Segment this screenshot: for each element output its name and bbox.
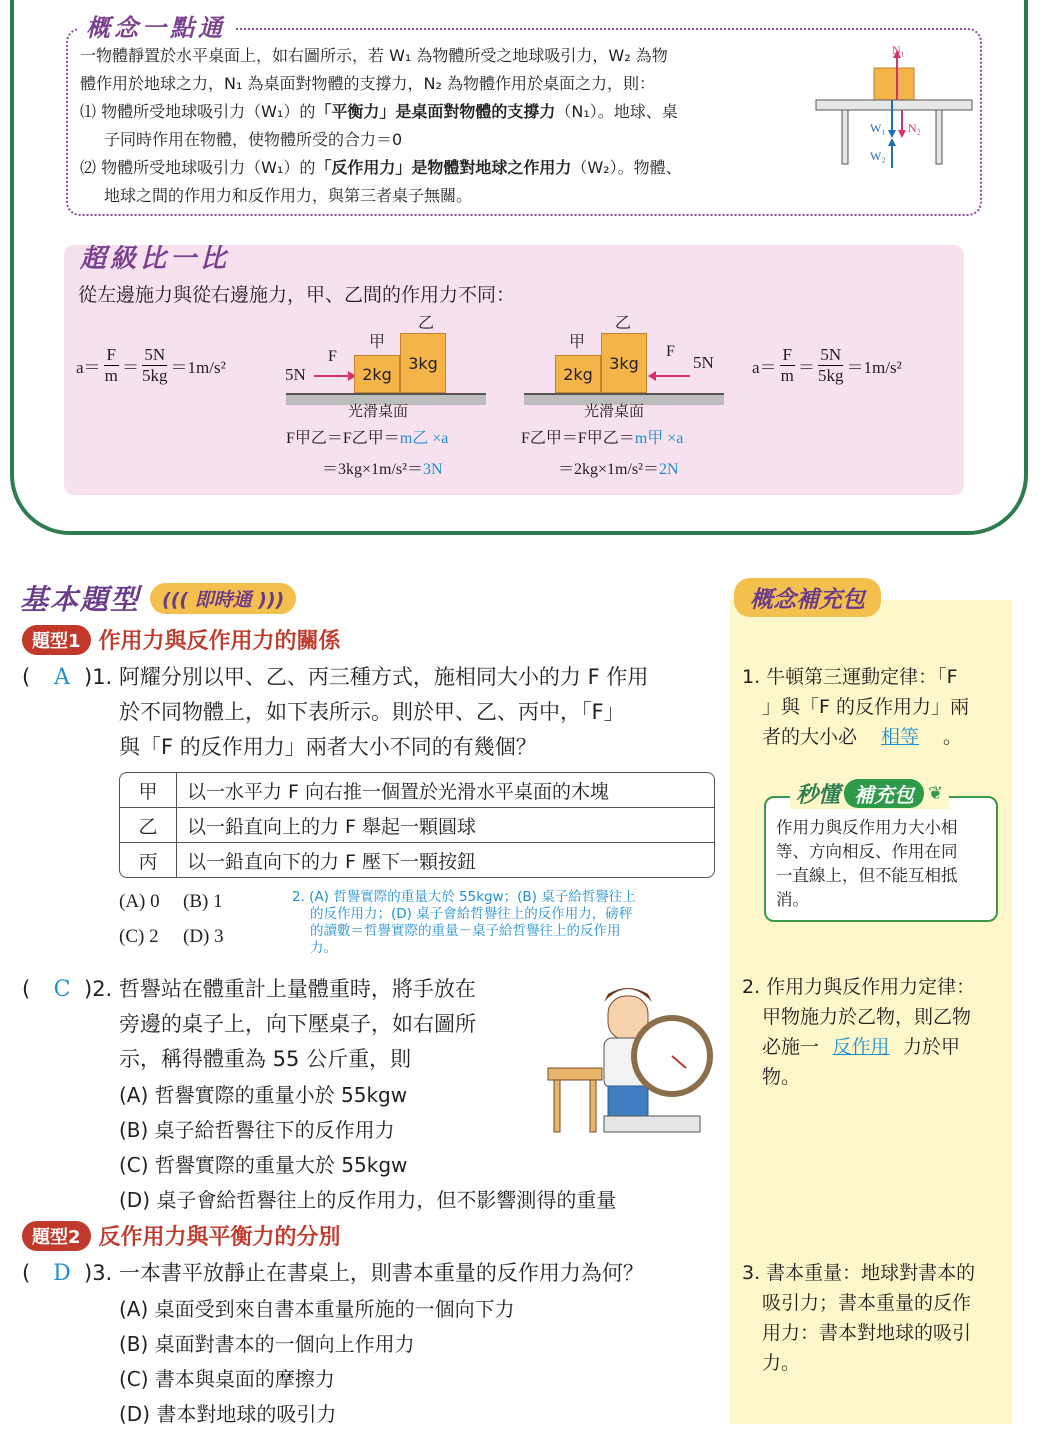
q2-options [119,1078,616,1218]
q1-row-yi [120,808,714,843]
right-arrow [646,362,692,386]
type2-title: 反作用力與平衡力的分別 [98,1225,341,1250]
note-line3: 的讀數＝哲譽實際的重量－桌子給哲譽往上的反作用 [310,923,621,939]
s3-line4: 力。 [762,1352,801,1374]
note-line2: 的反作用力；(D) 桌子會給哲譽往上的反作用力，磅秤 [310,906,633,922]
q2-line1-row [22,972,542,1007]
left-yi-label: 乙 [418,313,435,332]
formula-result-r: ＝1m/s² [846,358,902,377]
concept-point2 [80,154,810,182]
leaf-icon: ❦ [928,783,944,804]
boy-on-scale-illustration [544,972,714,1144]
q3-opt-b[interactable]: (B) 桌面對書本的一個向上作用力 [119,1332,415,1356]
s2-blank-answer: 反作用 [832,1036,890,1058]
frac-den2-r: 5kg [818,366,844,385]
type1-header [22,624,341,655]
frac-5n-5kg [142,345,168,386]
q1-options [119,884,224,954]
frac-den2: 5kg [142,366,168,385]
concept-text [80,42,810,210]
q1-row-yi-key: 乙 [120,808,177,842]
note-line4: 力。 [310,940,337,956]
question-3 [22,1256,722,1291]
q3-line1: )3. 一本書平放靜止在書桌上，則書本重量的反作用力為何？ [84,1261,644,1285]
rf1b: m甲 ×a [634,430,684,447]
q3-answer: D [53,1261,71,1286]
right-force-5n: 5N [693,353,714,372]
right-table-label: 光滑桌面 [584,402,645,420]
arrow-w1-head [888,130,896,138]
q2-opt-b[interactable]: (B) 桌子給哲譽往下的反作用力 [119,1118,395,1142]
formula-result: ＝1m/s² [170,358,226,377]
compare-intro: 從左邊施力與從右邊施力，甲、乙間的作用力不同： [78,284,516,306]
tip-title-a: 秒懂 [796,783,841,808]
p1-bold: 「平衡力」是桌面對物體的支撐力 [315,102,556,121]
frac-f-m-r [780,345,795,386]
p1-prefix: ⑴ 物體所受地球吸引力（W₁）的 [80,102,316,121]
basic-header [20,578,296,618]
type1-badge: 題型1 [22,625,91,655]
s2-line3 [742,1032,1008,1062]
q1-opt-c[interactable]: (C) 2 [119,926,159,947]
q3-options [119,1292,515,1432]
side-item-2 [742,972,1008,1092]
lf2b: 3N [422,461,443,478]
q2-line3: 示，稱得體重為 55 公斤重，則 [119,1047,412,1071]
frac-den-r: m [780,366,794,385]
q1-line1-row [22,660,722,695]
label-w2: W₂ [870,149,886,163]
q1-answer: A [54,665,70,690]
s1-line3b: 。 [943,726,963,748]
type2-badge: 題型2 [22,1221,91,1251]
lf1a: F甲乙＝F乙甲＝ [286,430,400,447]
boy-pants [608,1086,648,1116]
left-jia-label: 甲 [369,332,386,351]
s1-line2: 」與「F 的反作用力」兩 [762,696,969,718]
concept-line1: 一物體靜置於水平桌面上，如右圖所示，若 W₁ 為物體所受之地球吸引力，W₂ 為物 [80,46,668,65]
q1-row-bing-key: 丙 [120,843,177,877]
tip-title-b: 補充包 [844,779,924,808]
p2-prefix: ⑵ 物體所受地球吸引力（W₁）的 [80,158,316,177]
force-diagram [812,40,977,170]
type1-title: 作用力與反作用力的關係 [98,629,341,654]
s1-blank-answer: 相等 [881,726,920,748]
scale-base [604,1116,700,1132]
desk-leg2 [590,1080,596,1132]
side-item-1 [742,662,1008,752]
q1-line3: 與「F 的反作用力」兩者大小不同的有幾個？ [119,735,537,759]
concept-line2: 體作用於地球之力，N₁ 為桌面對物體的支撐力，N₂ 為物體作用於桌面之力，則： [80,74,655,93]
compare-title: 超級比一比 [80,244,231,274]
table-leg-right [936,110,942,164]
left-table-label: 光滑桌面 [348,402,409,420]
q1-row-jia-key: 甲 [120,773,177,807]
s2-line3a: 必施一 [762,1036,820,1058]
s2-line1: 2. 作用力與反作用力定律： [742,976,976,998]
formula-a-r: a＝ [752,358,777,377]
question-1 [22,660,722,765]
frac-num2-r: 5N [820,345,842,364]
arrow-n2-head [898,130,906,138]
q2-opt-a[interactable]: (A) 哲譽實際的重量小於 55kgw [119,1083,408,1107]
q3-line1-row [22,1256,722,1291]
q1-opt-row2 [119,919,224,954]
q2-opt-c[interactable]: (C) 哲譽實際的重量大於 55kgw [119,1153,408,1177]
q1-opt-b[interactable]: (B) 1 [183,891,223,912]
left-force-5n: 5N [285,365,306,384]
quick-tip-title [790,778,949,809]
side-title: 概念補充包 [734,578,881,617]
basic-badge: ((( 即時通 ))) [150,583,296,614]
frac-den: m [104,366,118,385]
q1-opt-d[interactable]: (D) 3 [183,926,224,947]
right-box-2kg: 2kg [555,355,601,393]
right-jia-label: 甲 [569,332,586,351]
q3-paren: ( [22,1261,31,1285]
q1-paren: ( [22,665,31,689]
table-top [816,100,972,110]
q2-paren: ( [22,977,31,1001]
q2-explanation-note [292,889,712,957]
concept-point1-line2: 子同時作用在物體，使物體所受的合力＝0 [104,130,403,149]
q1-line2: 於不同物體上，如下表所示。則於甲、乙、丙中，「F」 [119,700,625,724]
s1-line3 [742,722,1008,752]
q1-opt-a[interactable]: (A) 0 [119,891,160,912]
q1-row-jia [120,773,714,808]
left-box-2kg: 2kg [354,355,400,393]
p2-suffix: （W₂）。物體、 [571,158,682,177]
s1-line3a: 者的大小必 [762,726,858,748]
right-yi-label: 乙 [615,313,632,332]
frac-num2: 5N [144,345,166,364]
p1-suffix: （N₁）。地球、桌 [555,102,678,121]
q2-line2: 旁邊的桌子上，向下壓桌子，如右圖所 [119,1012,476,1036]
note-line1: 2. (A) 哲譽實際的重量大於 55kgw；(B) 桌子給哲譽往上 [292,889,636,905]
q2-line1: )2. 哲譽站在體重計上量體重時，將手放在 [84,977,476,1001]
rf2b: 2N [658,461,679,478]
frac-num-r: F [780,345,795,366]
right-formula-2 [558,456,679,479]
s2-line3b: 力於甲 [903,1036,961,1058]
q1-opt-row1 [119,884,224,919]
block [874,68,914,100]
equals-r: ＝ [798,358,816,377]
left-accel-formula [76,345,226,386]
question-2 [22,972,542,1077]
q1-line1: )1. 阿耀分別以甲、乙、丙三種方式，施相同大小的力 F 作用 [84,665,649,689]
q3-opt-c[interactable]: (C) 書本與桌面的摩擦力 [119,1367,335,1391]
s3-line2: 吸引力；書本重量的反作 [762,1292,972,1314]
q2-opt-d[interactable]: (D) 桌子會給哲譽往上的反作用力，但不影響測得的重量 [119,1188,617,1212]
q1-row-bing [120,843,714,877]
lf2a: ＝3kg×1m/s²＝ [322,461,423,478]
q1-table [119,772,715,878]
frac-f-m [104,345,119,386]
basic-title: 基本題型 [20,583,141,616]
table-leg-left [842,110,848,164]
tip-line1: 作用力與反作用力大小相 [776,818,958,837]
left-formula-1 [286,425,448,448]
p2-bold: 「反作用力」是物體對地球之作用力 [315,158,572,177]
q1-row-bing-value: 以一鉛直向下的力 F 壓下一顆按鈕 [187,850,477,873]
right-accel-formula [752,345,902,386]
rf1a: F乙甲＝F甲乙＝ [521,430,635,447]
frac-5n-5kg-r [818,345,844,386]
right-box-3kg: 3kg [601,333,647,393]
s3-line3: 用力：書本對地球的吸引 [762,1322,972,1344]
concept-point1 [80,98,810,126]
label-w1: W₁ [870,121,886,135]
arrow-w2-head [888,138,896,146]
equals: ＝ [122,358,140,377]
tip-line3: 一直線上，但不能互相抵 [776,866,958,885]
formula-a: a＝ [76,358,101,377]
rf2a: ＝2kg×1m/s²＝ [558,461,659,478]
q1-row-jia-value: 以一水平力 F 向右推一個置於光滑水平桌面的木塊 [187,780,610,803]
tip-line4: 消。 [776,890,809,909]
q3-opt-d[interactable]: (D) 書本對地球的吸引力 [119,1402,337,1426]
side-item-3 [742,1258,1008,1378]
q1-row-yi-value: 以一鉛直向上的力 F 舉起一顆圓球 [187,815,477,838]
concept-title: 概念一點通 [78,8,234,43]
s2-line2: 甲物施力於乙物，則乙物 [762,1006,972,1028]
concept-point2-line2: 地球之間的作用力和反作用力，與第三者桌子無關。 [104,186,473,205]
left-box-3kg: 3kg [400,333,446,393]
right-formula-1 [521,425,683,448]
q3-opt-a[interactable]: (A) 桌面受到來自書本重量所施的一個向下力 [119,1297,515,1321]
q2-answer: C [53,977,71,1002]
label-n1: N₁ [892,43,905,57]
desk-top [548,1068,602,1080]
s3-line1: 3. 書本重量：地球對書本的 [742,1262,976,1284]
frac-num: F [104,345,119,366]
left-formula-2 [322,456,443,479]
right-arrow-head [648,371,656,381]
tip-line2: 等、方向相反、作用在同 [776,842,958,861]
s2-line4: 物。 [762,1066,801,1088]
s1-line1: 1. 牛頓第三運動定律：「F [742,666,958,688]
desk-leg1 [554,1080,560,1132]
type2-header [22,1220,341,1251]
lf1b: m乙 ×a [399,430,449,447]
quick-tip-text [776,816,994,912]
label-n2: N₂ [908,121,921,135]
right-force-f: F [666,343,675,360]
left-force-f: F [328,348,337,365]
